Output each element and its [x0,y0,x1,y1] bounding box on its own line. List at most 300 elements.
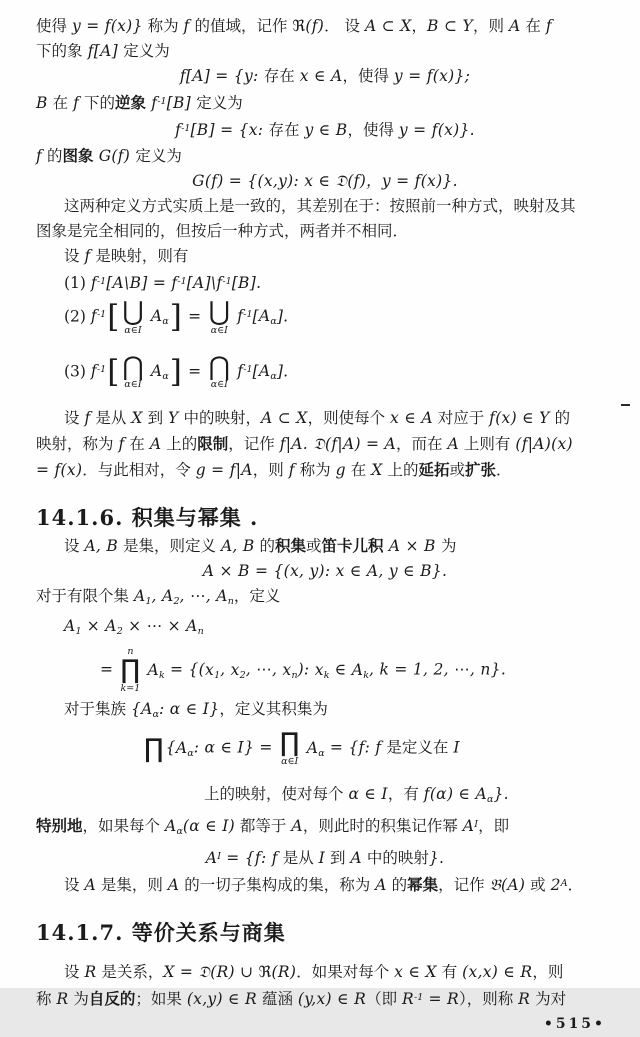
subscript: n [291,669,298,681]
text-line [36,269,614,296]
text-run: 的 [549,408,571,427]
math-scripted [91,274,106,292]
math-run: = [182,362,207,381]
math-scripted [64,617,82,635]
subscript: 2 [239,669,246,681]
superscript: -1 [222,276,232,287]
math-run: f [271,849,278,868]
math-run: ]. [276,307,289,326]
math-run: (α ∈ I) [182,817,235,836]
math-run: X [131,408,143,427]
math-base: A [205,849,218,868]
text-run: 有 [436,963,463,982]
math-run: f [183,17,190,35]
math-run: y ∈ B [304,121,348,139]
math-run: { [165,738,176,757]
math-run: y = f(x)} [71,17,143,35]
text-line [36,64,614,89]
operator-symbol: ∏ [120,655,141,686]
text-run: •515• [543,1016,606,1033]
math-base: f [171,274,178,292]
math-scripted [91,362,106,380]
math-run: G(f) [93,147,136,165]
math-scripted [216,274,231,292]
math-base: A [161,586,174,605]
text-line [36,559,614,584]
math-scripted [186,617,204,635]
bold-text-run: 限制 [197,433,229,453]
text-run: 是集，则定义 [118,536,221,555]
display-formula [36,727,614,770]
math-base: A [141,700,153,719]
math-run: α ∈ I [348,785,388,804]
subscript: 2 [173,595,180,607]
math-scripted [402,990,423,1008]
text-line [36,431,614,457]
bold-text-run: 图象 [62,146,94,165]
math-run: , [151,586,162,605]
math-run: : α ∈ I} [159,700,220,719]
text-run: 蕴涵 [257,990,298,1009]
math-scripted [205,661,220,679]
text-line [36,985,614,1012]
text-run: 对于有限个集 [36,586,134,605]
math-base: x [314,660,324,679]
text-run: ，定义其积集为 [219,700,328,719]
text-run: （即 [366,990,402,1009]
bold-text-run: 积集 [275,535,307,555]
subscript: α [176,826,183,838]
math-scripted [176,739,194,757]
text-run: 存在 [268,121,305,139]
math-run: f [84,247,91,265]
text-run: ），则称 [458,990,519,1009]
text-run: ，使得 [347,121,399,139]
text-run: . [241,504,259,530]
text-run: 中的映射， [178,408,262,427]
math-run: ): [297,660,315,679]
math-scripted [315,661,330,679]
math-base: A [258,307,271,326]
text-run: 设 [64,536,85,555]
text-run: 的 [254,536,276,555]
math-base: f [216,274,223,292]
math-scripted [258,362,277,383]
text-line [36,584,614,614]
text-run: 设 [64,876,85,895]
math-run: f[A] [82,42,124,60]
math-run: [ [252,307,259,326]
text-run: ，则此时的积集记作幂 [302,817,463,836]
text-run: (3) [64,362,91,381]
math-run: = [182,307,207,326]
text-line [36,533,614,559]
text-run: 称 [36,990,57,1009]
math-run: f [73,94,80,112]
text-run: ． [496,460,512,479]
bold-text-run: 特别地 [36,816,83,836]
text-run: 为对 [530,990,567,1009]
text-run: 是定义在 [381,738,454,757]
subscript: 1 [214,669,221,681]
text-run: 这两种定义方式实质上是一致的，其差别在于：按照前一种方式，映射及其 [64,197,576,215]
math-run: A [149,434,162,453]
math-run: I [318,849,326,868]
superscript: -1 [177,276,187,287]
big-operator [208,351,230,391]
text-run: ，记作 [228,434,280,453]
superscript: -1 [181,123,191,134]
text-line [36,244,614,269]
math-run: B ⊂ Y [427,17,474,35]
subscript: n [197,625,204,637]
math-base: f [151,94,158,112]
math-run: A ⊂ X [364,17,412,35]
math-scripted [551,876,568,894]
text-run: 存在 [263,67,300,85]
text-line [36,116,614,143]
math-run: A [350,849,362,868]
math-run: 𝔅(A) [489,876,526,895]
math-run: f [545,17,552,35]
math-run: × [81,616,106,635]
superscript: -1 [413,992,424,1004]
operator-lower-limit: α∈I [124,324,142,336]
math-scripted [258,307,277,328]
display-formula [36,296,614,339]
text-line [36,194,614,219]
subscript: k [323,669,330,681]
math-scripted [206,849,221,867]
math-run: G(f) = {(x,y): x ∈ 𝔇(f)，y = f(x)}. [192,172,458,190]
operator-lower-limit: α∈I [210,379,228,391]
text-run: 定义为 [196,94,243,112]
big-bracket: [ [107,298,120,335]
operator-symbol: ∏ [279,728,300,759]
math-base: A [186,616,198,635]
subscript: α [187,747,194,759]
text-run: 到 [325,849,351,868]
math-base: A [150,307,163,326]
math-run: A × B [383,536,441,555]
math-scripted [105,617,123,635]
math-base: f [90,362,97,381]
text-run: 下的 [79,94,116,112]
math-scripted [141,700,160,721]
text-run: 在 [520,17,546,35]
math-base: f [237,362,244,381]
math-run: [A]\ [186,274,217,292]
math-run: . 𝔇(f|A) = A [302,434,397,453]
text-run: 上则有 [458,434,516,453]
math-run: A, B [84,536,119,555]
math-base: A [64,616,76,635]
text-run: 的值域，记作 [189,17,293,35]
math-base: x [282,660,292,679]
big-operator [121,647,141,694]
math-run: = f(x) [36,460,83,479]
math-base: A [105,616,117,635]
math-run: x ∈ A [299,67,343,85]
math-base: 2 [550,876,561,895]
big-operator [280,730,300,767]
math-scripted [216,587,234,605]
math-scripted [237,362,252,380]
operator-symbol: ⋂ [122,351,144,382]
text-line [36,169,614,194]
math-run: }. [428,849,445,868]
bold-text-run: 自反的 [88,989,136,1009]
text-run: ，则 [252,460,289,479]
text-run: 设 [64,963,85,982]
math-run: g [335,460,346,479]
superscript: -1 [243,309,253,321]
text-run: 设 [64,408,85,427]
math-run: x ∈ X [394,963,437,982]
math-run: ]. [276,362,289,381]
scan-artifact-dash [621,404,630,406]
text-run: 上的 [161,434,198,453]
operator-symbol: ⋂ [208,351,230,382]
operator-lower-limit: α∈I [210,324,228,336]
display-formula [36,644,614,697]
subscript: α [487,794,494,806]
math-scripted [282,661,297,679]
math-run: }. [493,785,509,804]
math-base: A [306,738,319,757]
text-run: 使得 [36,17,72,35]
math-run: X [371,460,383,479]
text-run: 中的映射 [361,849,429,868]
subscript: 1 [75,625,82,637]
text-line [36,960,614,985]
operator-symbol: ⋃ [122,297,144,327]
text-run: 或 [306,536,322,555]
text-line [36,844,614,871]
math-base: A [164,817,177,836]
superscript: I [474,819,479,831]
math-run: R [84,963,97,982]
text-line [36,697,614,727]
math-run: = R [423,990,459,1009]
text-run: (1) [64,274,91,292]
math-scripted [164,817,183,838]
text-run: ． [567,876,584,895]
bold-text-run: 延拓 [418,459,450,479]
math-scripted [171,274,186,292]
math-run: { [130,700,142,719]
math-base: x [205,660,215,679]
subscript: α [270,371,277,383]
big-bracket: ] [169,298,182,335]
math-run: : α ∈ I} = [193,738,278,757]
math-base: A [150,362,163,381]
text-run: 14.1.7. 等价关系与商集 [36,920,286,946]
text-run: 在 [345,460,372,479]
math-run: [B] [166,94,197,112]
math-run: f [375,738,382,757]
math-scripted [307,739,325,757]
text-run: ，则使每个 [307,408,391,427]
math-run: , ⋯, [179,586,217,605]
text-run: 在 [124,434,150,453]
text-run: ；如果 [135,990,187,1009]
math-run: A, B [220,536,255,555]
text-line [36,89,614,116]
page-number [36,1012,614,1037]
text-run: 的 [386,876,408,895]
text-run: 称为 [294,460,336,479]
text-run: 对于集族 [64,700,131,719]
subscript: α [318,747,325,759]
text-run: 或 [525,876,551,895]
operator-lower-limit: α∈I [281,755,299,767]
text-run: 图象是完全相同的，但按后一种方式，两者并不相同． [36,222,409,240]
text-run: (2) [64,307,91,326]
text-run: 定义为 [123,42,170,60]
big-operator [122,299,143,336]
math-run: f(x) ∈ Y [489,408,550,427]
math-scripted [148,661,165,679]
text-run: 的 [42,147,63,165]
math-run: A ⊂ X [261,408,308,427]
math-scripted [352,661,369,679]
math-run: X = 𝔇(R) ∪ ℜ(R) [163,963,297,982]
math-run: (x,x) ∈ R [462,963,533,982]
text-run: 是从 [277,849,319,868]
math-scripted [162,587,180,605]
text-run: ，而在 [396,434,448,453]
text-run: ．如果对每个 [296,963,395,982]
text-run: 上的 [382,460,419,479]
math-base: A [462,817,475,836]
math-run: B [36,94,48,112]
math-scripted [475,785,494,806]
text-run: ，则 [532,963,564,982]
text-run: 是关系， [96,963,164,982]
display-formula [36,351,614,394]
math-run: f [288,460,295,479]
math-base: A [216,586,228,605]
math-run: [ [252,362,259,381]
text-run: 定义为 [135,147,182,165]
text-run: ， [411,17,428,35]
math-run: R [56,990,69,1009]
math-run: = [100,660,119,679]
text-line [36,219,614,244]
bold-text-run: 幂集 [407,875,439,895]
text-run: 在 [47,94,74,112]
superscript: -1 [243,364,253,376]
math-base: f [90,274,97,292]
math-base: A [258,362,271,381]
operator-symbol: ∏ [144,733,164,764]
page-content [36,14,614,1037]
math-run: ∈ [329,660,352,679]
text-run: 或 [449,460,466,479]
math-run: A × B = {(x, y): x ∈ A, y ∈ B}. [202,561,448,580]
math-run: × ⋯ × [122,616,187,635]
big-operator [144,733,164,764]
text-run: ，使得 [342,67,394,85]
text-run: 都等于 [235,817,292,836]
big-bracket: [ [107,353,120,390]
text-run: 14.1.6. 积集与幂集 [36,504,242,530]
text-run: ，则 [473,17,509,35]
text-line [36,143,614,169]
text-run: ．与此相对，令 [82,460,196,479]
math-run: f(α) ∈ [423,785,476,804]
operator-symbol: ⋃ [208,297,230,327]
big-operator [122,351,144,391]
math-run: [B]. [231,274,262,292]
math-scripted [150,307,169,328]
bold-text-run: 笛卡儿积 [321,535,384,555]
math-run: (f|A)(x) [515,434,573,453]
operator-lower-limit: k=1 [120,682,141,694]
section-heading [36,503,614,533]
math-run: A [447,434,459,453]
superscript: -1 [96,364,107,376]
math-base: f [175,121,182,139]
math-base: A [133,586,146,605]
math-run: A [508,17,521,35]
math-base: f [90,307,97,326]
subscript: k [363,669,369,681]
text-run: 上的映射，使对每个 [204,785,349,804]
text-line [36,406,614,431]
superscript: -1 [96,309,107,321]
math-run: g = f|A [195,460,253,479]
text-run: 设 [64,247,85,265]
subscript: α [162,316,169,328]
subscript: 1 [145,595,152,607]
operator-lower-limit: α∈I [124,379,142,391]
math-run: , k = 1, 2, ⋯, n}. [369,660,507,679]
math-run: A [84,876,96,895]
text-run: 称为 [142,17,184,35]
math-run: = {f: [324,738,376,757]
bold-text-run: 逆象 [115,93,147,112]
text-run: 是映射，则有 [90,247,189,265]
math-scripted [237,307,252,325]
text-line [36,39,614,64]
math-run: A [167,876,180,895]
text-run: 为 [440,536,457,555]
text-run: 到 [142,408,169,427]
math-base: R [402,990,414,1009]
math-base: A [147,660,160,679]
math-run: (x,y) ∈ R [186,990,258,1009]
math-run: , [220,660,231,679]
math-run: [A\B] = [106,274,172,292]
superscript: I [217,851,222,863]
math-run: f [36,147,43,165]
subscript: α [152,709,160,721]
text-line [36,782,614,812]
math-base: A [351,660,364,679]
text-run: ． 设 [324,17,365,35]
math-scripted [150,362,169,383]
math-run: [B] = {x: [190,121,269,139]
subscript: k [159,669,165,681]
text-line [36,871,614,898]
math-base: A [175,738,188,757]
math-run: = {f: [221,849,272,868]
text-run: 为 [68,990,89,1009]
text-run: 的一切子集构成的集，称为 [179,876,376,895]
operator-upper-limit: n [127,645,134,657]
